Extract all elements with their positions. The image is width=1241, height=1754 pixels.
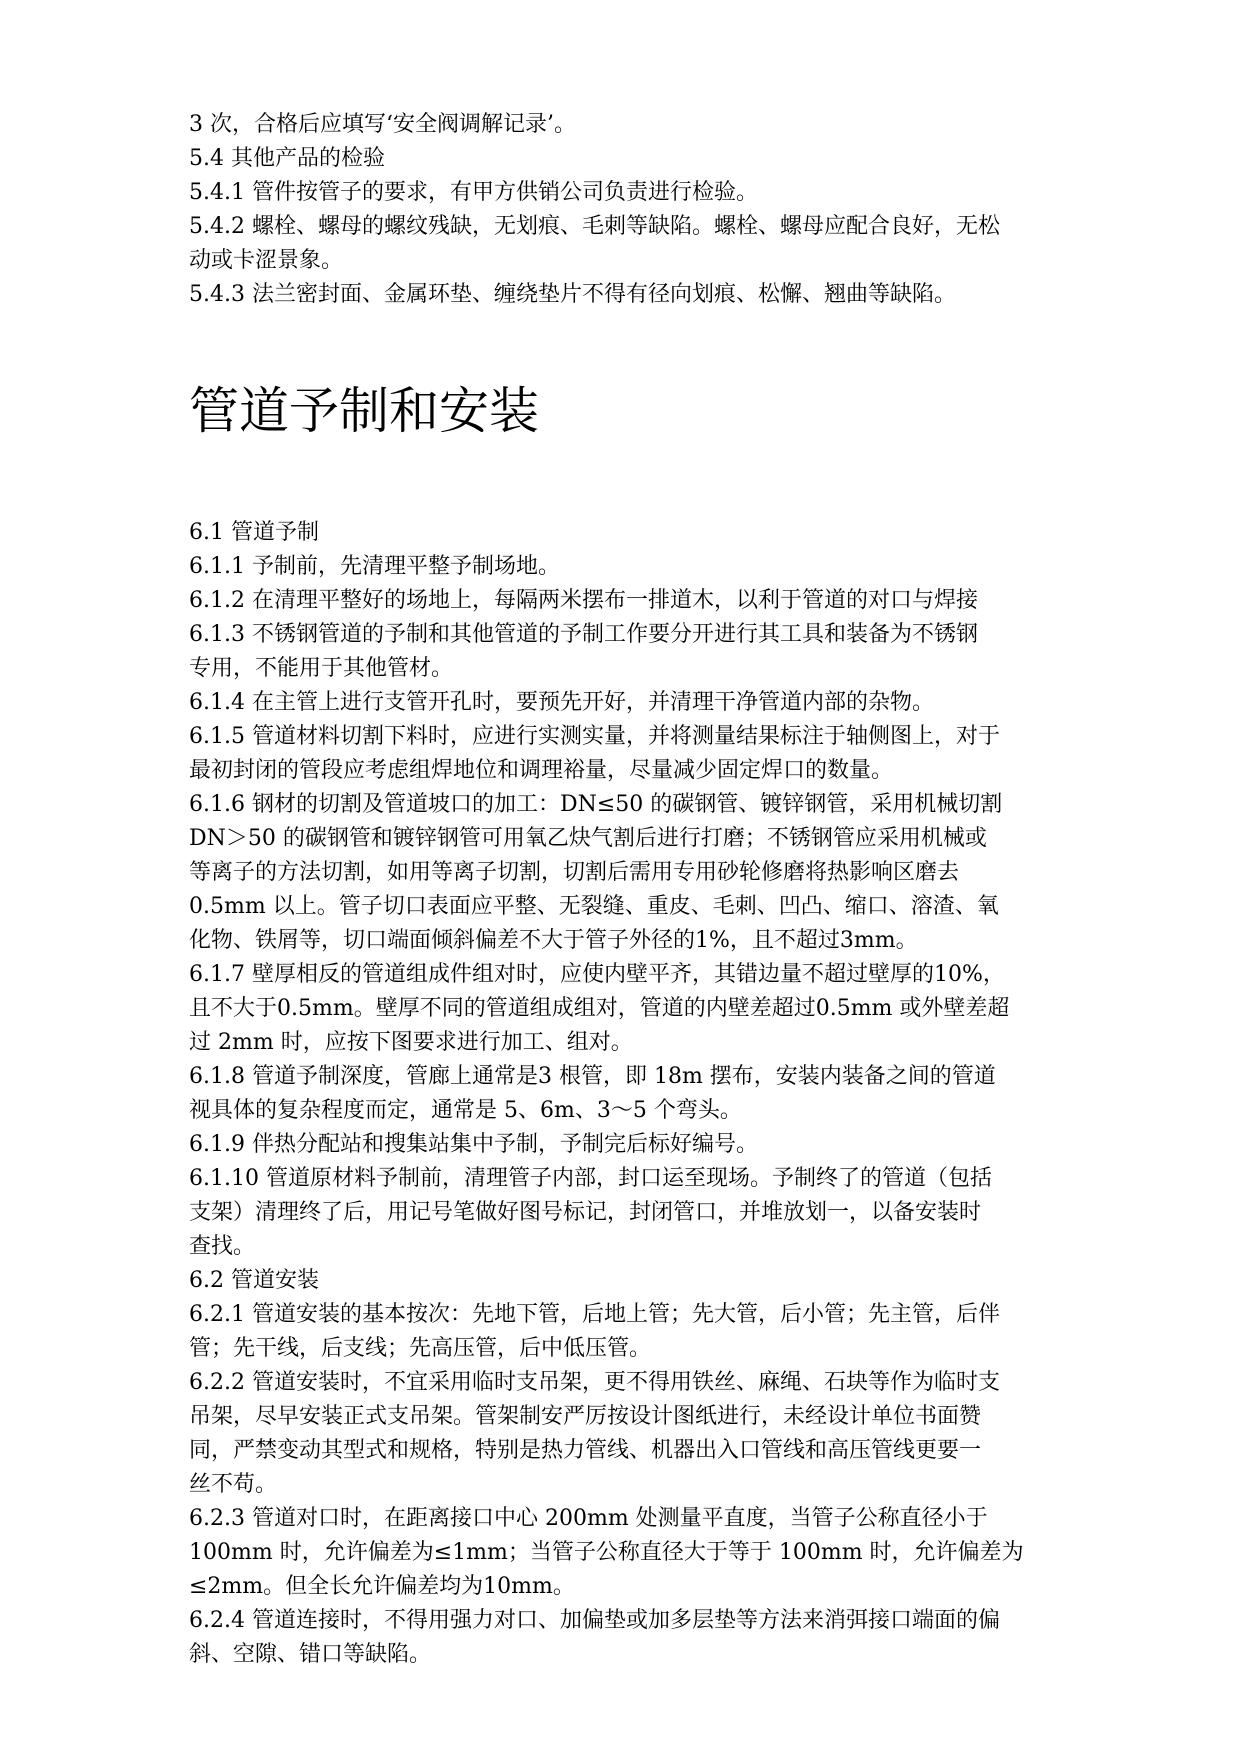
text-line: 6.2.3 管道对口时，在距离接口中心 200mm 处测量平直度，当管子公称直径小于	[189, 1506, 988, 1531]
text-line: 化物、铁屑等，切口端面倾斜偏差不大于管子外径的1%，且不超过3mm。	[189, 928, 918, 953]
document-page	[189, 108, 1079, 1672]
text-line: 100mm 时，允许偏差为≤1mm；当管子公称直径大于等于 100mm 时，允许偏差为	[189, 1540, 1024, 1565]
text-line: 6.2.1 管道安装的基本按次：先地下管，后地上管；先大管，后小管；先主管，后伴	[189, 1302, 1000, 1327]
page-heading: 管道予制和安装	[189, 382, 539, 440]
section-pipe-prefab-install	[189, 516, 1079, 1672]
text-line: 丝不苟。	[189, 1472, 278, 1497]
text-line: 6.1.9 伴热分配站和搜集站集中予制，予制完后标好编号。	[189, 1132, 758, 1157]
text-line: 5.4 其他产品的检验	[189, 146, 385, 171]
text-line: 视具体的复杂程度而定，通常是 5、6m、3～5 个弯头。	[189, 1098, 742, 1123]
text-line: 0.5mm 以上。管子切口表面应平整、无裂缝、重皮、毛刺、凹凸、缩口、溶渣、氧	[189, 894, 999, 919]
text-line: 6.1.3 不锈钢管道的予制和其他管道的予制工作要分开进行其工具和装备为不锈钢	[189, 622, 978, 647]
text-line: 查找。	[189, 1234, 256, 1259]
text-line: ≤2mm。但全长允许偏差均为10mm。	[189, 1574, 575, 1599]
text-line: 支架）清理终了后，用记号笔做好图号标记，封闭管口，并堆放划一，以备安装时	[189, 1200, 982, 1225]
text-line: 6.2.2 管道安装时，不宜采用临时支吊架，更不得用铁丝、麻绳、石块等作为临时支	[189, 1370, 1000, 1395]
text-line: 过 2mm 时，应按下图要求进行加工、组对。	[189, 1030, 633, 1055]
text-line: 动或卡涩景象。	[189, 248, 344, 273]
text-line: 管；先干线，后支线；先高压管，后中低压管。	[189, 1336, 652, 1361]
text-line: 同，严禁变动其型式和规格，特别是热力管线、机器出入口管线和高压管线更要一	[189, 1438, 982, 1463]
text-line: 专用，不能用于其他管材。	[189, 656, 454, 681]
text-line: 且不大于0.5mm。壁厚不同的管道组成组对，管道的内壁差超过0.5mm 或外壁差超	[189, 996, 1010, 1021]
text-line: 5.4.2 螺栓、螺母的螺纹残缺，无划痕、毛刺等缺陷。螺栓、螺母应配合良好，无松	[189, 214, 1000, 239]
text-line: 6.2 管道安装	[189, 1268, 319, 1293]
section-inspection-other-products	[189, 108, 1079, 312]
text-line: 6.2.4 管道连接时，不得用强力对口、加偏垫或加多层垫等方法来消弭接口端面的偏	[189, 1608, 1000, 1633]
text-line: 6.1.6 钢材的切割及管道坡口的加工：DN≤50 的碳钢管、镀锌钢管，采用机械切割	[189, 792, 1003, 817]
text-line: 等离子的方法切割，如用等离子切割，切割后需用专用砂轮修磨将热影响区磨去	[189, 860, 960, 885]
text-line: 3 次，合格后应填写‘安全阀调解记录’。	[189, 112, 576, 137]
text-line: 6.1 管道予制	[189, 520, 319, 545]
text-line: 5.4.1 管件按管子的要求，有甲方供销公司负责进行检验。	[189, 180, 758, 205]
text-line: 6.1.8 管道予制深度，管廊上通常是3 根管，即 18m 摆布，安装内装备之间的管道	[189, 1064, 996, 1089]
text-line: 最初封闭的管段应考虑组焊地位和调理裕量，尽量减少固定焊口的数量。	[189, 758, 894, 783]
text-line: 6.1.10 管道原材料予制前，清理管子内部，封口运至现场。予制终了的管道（包括	[189, 1166, 992, 1191]
text-line: 斜、空隙、错口等缺陷。	[189, 1642, 432, 1667]
text-line: 6.1.5 管道材料切割下料时，应进行实测实量，并将测量结果标注于轴侧图上，对于	[189, 724, 1000, 749]
text-line: 6.1.1 予制前，先清理平整予制场地。	[189, 554, 560, 579]
text-line: DN＞50 的碳钢管和镀锌钢管可用氧乙炔气割后进行打磨；不锈钢管应采用机械或	[189, 826, 987, 851]
section-spacer	[189, 312, 1079, 376]
text-line: 5.4.3 法兰密封面、金属环垫、缠绕垫片不得有径向划痕、松懈、翘曲等缺陷。	[189, 282, 956, 307]
text-line: 6.1.2 在清理平整好的场地上，每隔两米摆布一排道木，以利于管道的对口与焊接	[189, 588, 978, 613]
text-line: 吊架，尽早安装正式支吊架。管架制安严厉按设计图纸进行，未经设计单位书面赞	[189, 1404, 982, 1429]
text-line: 6.1.4 在主管上进行支管开孔时，要预先开好，并清理干净管道内部的杂物。	[189, 690, 934, 715]
text-line: 6.1.7 壁厚相反的管道组成件组对时，应使内壁平齐，其错边量不超过壁厚的10%，	[189, 962, 1005, 987]
